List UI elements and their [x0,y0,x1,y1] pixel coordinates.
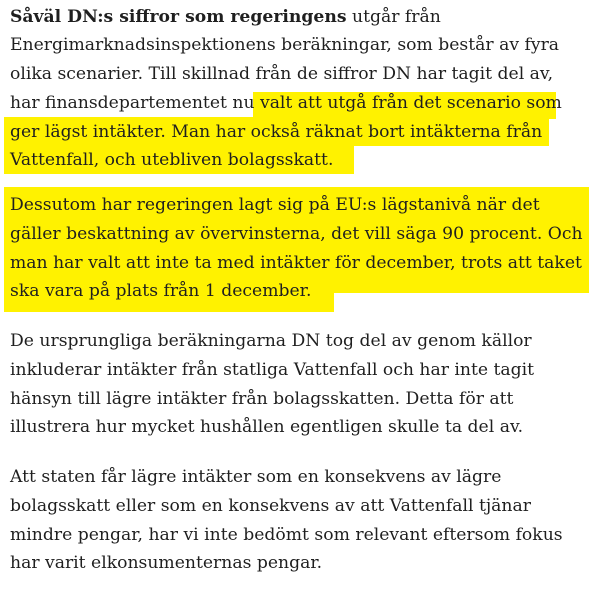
p3-line-2: inkluderar intäkter från statliga Vattenfall och har inte tagit [10,360,535,380]
p3-line-4: illustrera hur mycket hushållen egentligen skulle ta del av. [10,417,524,437]
p3-line-1: De ursprungliga beräkningarna DN tog del av genom källor [10,331,532,351]
p1-line-3: olika scenarier. Till skillnad från de siffror DN har tagit del av, [10,64,554,84]
p1-line-2: Energimarknadsinspektionens beräkningar, som består av fyra [10,35,560,55]
p4-line-3: mindre pengar, har vi inte bedömt som relevant eftersom fokus [10,525,563,545]
p1-line-5: ger lägst intäkter. Man har också räknat bort intäkterna från [10,122,543,142]
p4-line-2: bolagsskatt eller som en konsekvens av att Vattenfall tjänar [10,496,531,516]
p2-line-3: man har valt att inte ta med intäkter för december, trots att taket [10,253,582,273]
lead-bold-text: Såväl DN:s siffror som regeringens [10,7,347,27]
p1-line-4-plain: har finansdepartementet nu [10,93,255,113]
p1-line-1-rest: utgår från [346,7,441,27]
p1-line-6: Vattenfall, och utebliven bolagsskatt. [10,150,334,170]
p1-line-4-highlight: valt att utgå från det scenario som [254,93,562,113]
p1-line-1 [10,5,441,29]
p4-line-4: har varit elkonsumenternas pengar. [10,553,323,573]
p1-line-4 [10,91,562,115]
p2-line-1: Dessutom har regeringen lagt sig på EU:s lägstanivå när det [10,195,540,215]
p2-line-2: gäller beskattning av övervinsterna, det vill säga 90 procent. Och [10,224,583,244]
p3-line-3: hänsyn till lägre intäkter från bolagsskatten. Detta för att [10,389,514,409]
p4-line-1: Att staten får lägre intäkter som en konsekvens av lägre [10,467,502,487]
p2-line-4: ska vara på plats från 1 december. [10,281,312,301]
